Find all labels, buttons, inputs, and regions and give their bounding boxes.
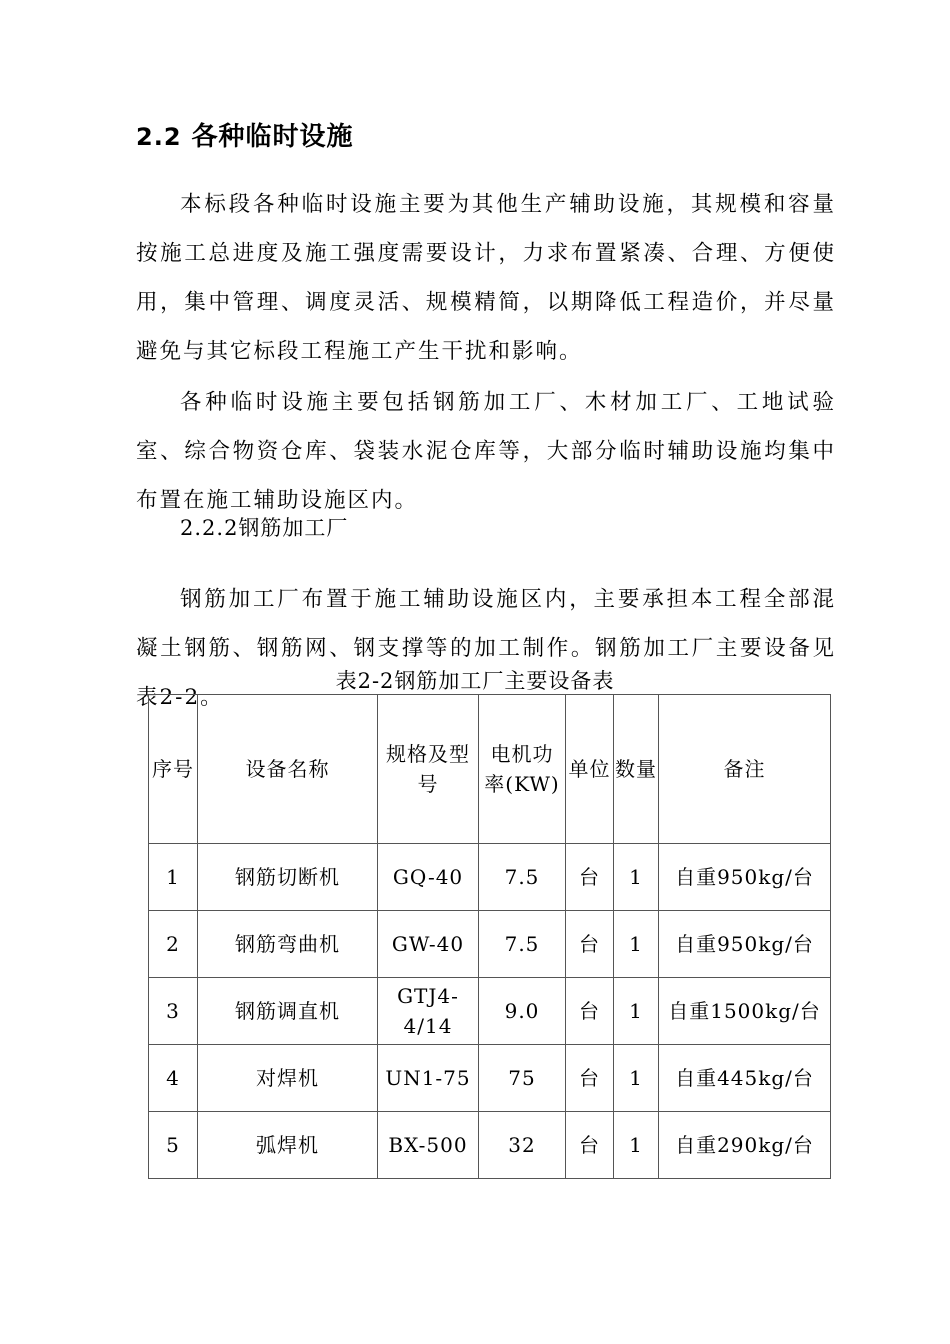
table-cell: 对焊机 (198, 1045, 378, 1112)
table-cell: UN1-75 (378, 1045, 479, 1112)
table-cell: 台 (566, 1045, 614, 1112)
table-cell: 7.5 (479, 911, 566, 978)
table-cell: 台 (566, 911, 614, 978)
table-cell: 32 (479, 1112, 566, 1179)
equipment-table (148, 694, 831, 1179)
table-cell: 自重950kg/台 (659, 844, 831, 911)
table-cell: 自重950kg/台 (659, 911, 831, 978)
table-cell: 1 (149, 844, 198, 911)
table-cell: 钢筋调直机 (198, 978, 378, 1045)
table-cell: GW-40 (378, 911, 479, 978)
header-cell: 序号 (149, 695, 198, 844)
paragraph-facilities: 各种临时设施主要包括钢筋加工厂、木材加工厂、工地试验室、综合物资仓库、袋装水泥仓库等，大部分临时辅助设施均集中布置在施工辅助设施区内。 (136, 389, 836, 513)
table-cell: 自重1500kg/台 (659, 978, 831, 1045)
table-cell: 4 (149, 1045, 198, 1112)
table-row (149, 1045, 831, 1112)
header-cell: 电机功率(KW) (479, 695, 566, 844)
table-cell: 9.0 (479, 978, 566, 1045)
table-cell: 2 (149, 911, 198, 978)
table-cell: 弧焊机 (198, 1112, 378, 1179)
table-cell: 1 (614, 844, 659, 911)
table-cell: 1 (614, 911, 659, 978)
header-cell: 规格及型号 (378, 695, 479, 844)
section-heading (136, 116, 354, 153)
paragraph-overview: 本标段各种临时设施主要为其他生产辅助设施，其规模和容量按施工总进度及施工强度需要设计，力求布置紧凑、合理、方便使用，集中管理、调度灵活、规模精简，以期降低工程造价，并尽量避免与其它标段工程施工产生干扰和影响。 (136, 191, 836, 364)
table-cell: 1 (614, 1112, 659, 1179)
table-cell: 钢筋切断机 (198, 844, 378, 911)
table-cell: 7.5 (479, 844, 566, 911)
paragraph-rebar-plant: 钢筋加工厂布置于施工辅助设施区内，主要承担本工程全部混凝土钢筋、钢筋网、钢支撑等的加工制作。钢筋加工厂主要设备见表2-2。 (136, 586, 836, 710)
table-cell: 钢筋弯曲机 (198, 911, 378, 978)
subsection-heading: 2.2.2钢筋加工厂 (180, 516, 349, 540)
table-row (149, 978, 831, 1045)
header-cell: 设备名称 (198, 695, 378, 844)
table-cell: GTJ4-4/14 (378, 978, 479, 1045)
header-cell: 数量 (614, 695, 659, 844)
table-cell: 3 (149, 978, 198, 1045)
section-title: 各种临时设施 (191, 122, 354, 152)
table-cell: 台 (566, 844, 614, 911)
table-row (149, 1112, 831, 1179)
table-cell: 自重445kg/台 (659, 1045, 831, 1112)
table-header-row (149, 695, 831, 844)
header-cell: 备注 (659, 695, 831, 844)
table-cell: 台 (566, 1112, 614, 1179)
table-cell: BX-500 (378, 1112, 479, 1179)
table-cell: 5 (149, 1112, 198, 1179)
table-cell: 台 (566, 978, 614, 1045)
table-cell: GQ-40 (378, 844, 479, 911)
table-row (149, 911, 831, 978)
table-cell: 75 (479, 1045, 566, 1112)
table-cell: 1 (614, 1045, 659, 1112)
section-number: 2.2 (136, 123, 182, 151)
table-row (149, 844, 831, 911)
table-cell: 1 (614, 978, 659, 1045)
header-cell: 单位 (566, 695, 614, 844)
table-caption: 表2-2钢筋加工厂主要设备表 (335, 669, 615, 693)
table-cell: 自重290kg/台 (659, 1112, 831, 1179)
